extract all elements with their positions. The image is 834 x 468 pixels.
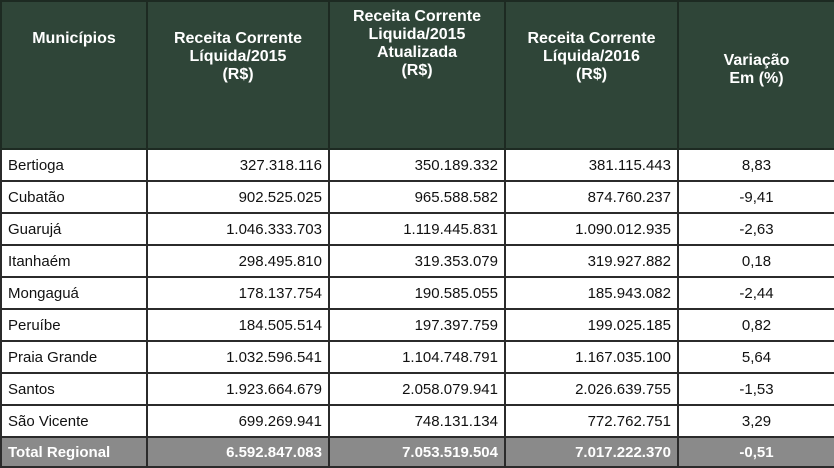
table-row [1,405,834,437]
cell-receita-2016: 1.090.012.935 [505,213,678,245]
table-row [1,245,834,277]
cell-variacao: 3,29 [678,405,834,437]
cell-receita-2015: 298.495.810 [147,245,329,277]
cell-total-receita-2016: 7.017.222.370 [505,437,678,467]
cell-receita-2015: 184.505.514 [147,309,329,341]
cell-receita-2015: 902.525.025 [147,181,329,213]
cell-receita-2016: 2.026.639.755 [505,373,678,405]
header-line: Variação [723,52,790,69]
cell-receita-2015-atualizada: 965.588.582 [329,181,505,213]
total-row [1,437,834,467]
header-line: (R$) [401,62,433,79]
cell-variacao: -2,63 [678,213,834,245]
table-row [1,309,834,341]
cell-variacao: 8,83 [678,149,834,181]
cell-receita-2016: 319.927.882 [505,245,678,277]
cell-municipio: Santos [1,373,147,405]
cell-municipio: Mongaguá [1,277,147,309]
cell-receita-2015: 1.046.333.703 [147,213,329,245]
header-variacao [678,1,834,149]
cell-total-label: Total Regional [1,437,147,467]
cell-receita-2015-atualizada: 748.131.134 [329,405,505,437]
cell-receita-2015-atualizada: 197.397.759 [329,309,505,341]
cell-variacao: 5,64 [678,341,834,373]
cell-receita-2015-atualizada: 350.189.332 [329,149,505,181]
cell-municipio: Cubatão [1,181,147,213]
header-receita-2015 [147,1,329,149]
cell-receita-2015-atualizada: 2.058.079.941 [329,373,505,405]
cell-variacao: -2,44 [678,277,834,309]
header-line: Em (%) [729,70,784,87]
table-row [1,213,834,245]
table-row [1,341,834,373]
header-row [1,1,834,149]
header-line: Líquida/2016 [543,48,640,65]
cell-municipio: Guarujá [1,213,147,245]
cell-variacao: -1,53 [678,373,834,405]
cell-total-receita-2015-atualizada: 7.053.519.504 [329,437,505,467]
cell-receita-2016: 381.115.443 [505,149,678,181]
cell-receita-2016: 185.943.082 [505,277,678,309]
cell-municipio: Peruíbe [1,309,147,341]
cell-municipio: São Vicente [1,405,147,437]
cell-receita-2015: 178.137.754 [147,277,329,309]
cell-receita-2015: 1.923.664.679 [147,373,329,405]
cell-total-variacao: -0,51 [678,437,834,467]
cell-receita-2015: 1.032.596.541 [147,341,329,373]
header-line: Líquida/2015 [189,48,287,65]
cell-receita-2015: 699.269.941 [147,405,329,437]
cell-receita-2016: 874.760.237 [505,181,678,213]
cell-receita-2016: 772.762.751 [505,405,678,437]
cell-total-receita-2015: 6.592.847.083 [147,437,329,467]
cell-variacao: 0,18 [678,245,834,277]
header-line: Receita Corrente [352,8,482,25]
header-line: (R$) [222,66,254,83]
cell-receita-2015-atualizada: 1.104.748.791 [329,341,505,373]
header-line: Liquida/2015 [368,26,466,43]
table-row [1,149,834,181]
header-line: Receita Corrente [527,30,656,47]
header-line: (R$) [575,66,608,83]
header-receita-2015-atualizada [329,1,505,149]
header-municipios [1,1,147,149]
header-line: Atualizada [376,44,457,61]
header-municipios-label: Municípios [32,30,116,47]
cell-receita-2015-atualizada: 190.585.055 [329,277,505,309]
cell-variacao: 0,82 [678,309,834,341]
cell-variacao: -9,41 [678,181,834,213]
cell-municipio: Bertioga [1,149,147,181]
table-row [1,277,834,309]
header-receita-2016 [505,1,678,149]
cell-municipio: Praia Grande [1,341,147,373]
table-row [1,181,834,213]
cell-receita-2016: 199.025.185 [505,309,678,341]
header-line: Receita Corrente [173,30,303,47]
cell-receita-2016: 1.167.035.100 [505,341,678,373]
cell-receita-2015-atualizada: 319.353.079 [329,245,505,277]
cell-receita-2015: 327.318.116 [147,149,329,181]
cell-receita-2015-atualizada: 1.119.445.831 [329,213,505,245]
table-row [1,373,834,405]
cell-municipio: Itanhaém [1,245,147,277]
